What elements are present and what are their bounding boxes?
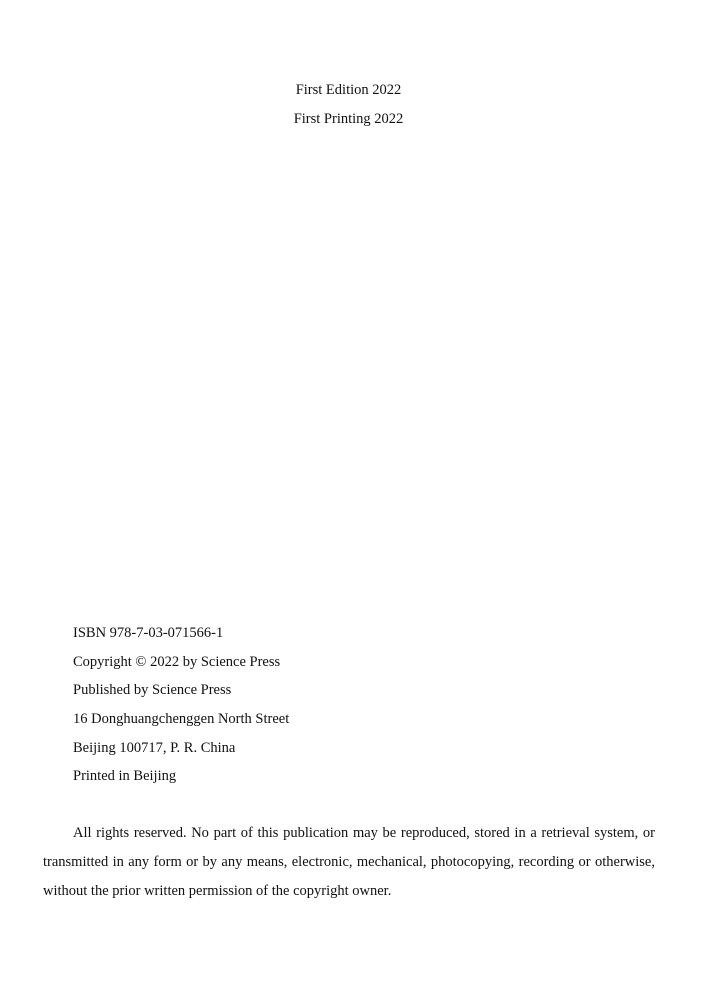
rights-statement: All rights reserved. No part of this publication may be reproduced, stored in a retrieval system, or transmitted in any form or by any means, electronic, mechanical, photocopying, recording or otherwise, without the prior written permission of the copyright owner.	[43, 825, 655, 899]
imprint-block	[73, 619, 633, 791]
publisher-line: Published by Science Press	[73, 682, 232, 699]
edition-block	[0, 76, 697, 134]
street-address-line: 16 Donghuangchenggen North Street	[73, 711, 290, 728]
isbn-line: ISBN 978-7-03-071566-1	[73, 625, 224, 641]
first-edition-line: First Edition 2022	[295, 82, 402, 98]
first-printing-line: First Printing 2022	[293, 111, 404, 127]
printed-in-line: Printed in Beijing	[73, 768, 177, 785]
copyright-line: Copyright © 2022 by Science Press	[73, 653, 281, 670]
rights-block	[43, 819, 655, 906]
city-line: Beijing 100717, P. R. China	[73, 739, 236, 756]
